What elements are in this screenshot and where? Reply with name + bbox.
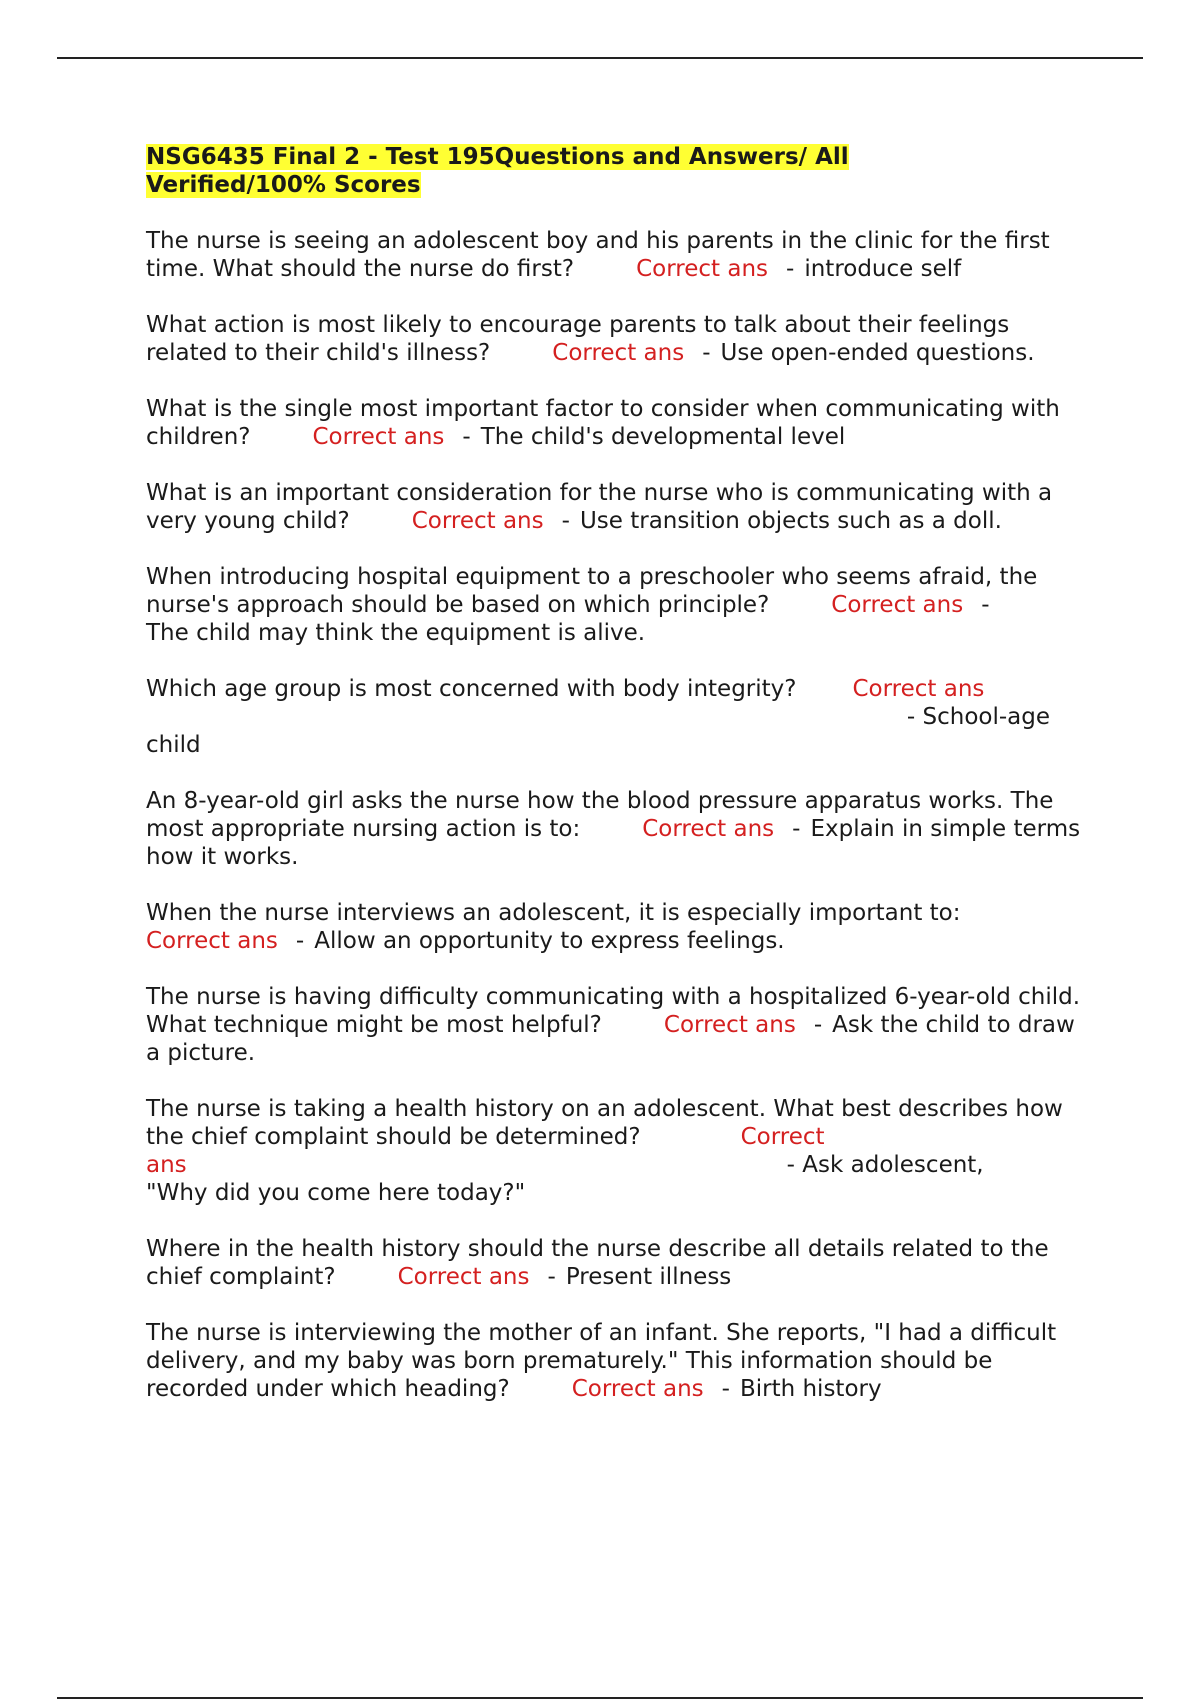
qa-item-4: What is an important consideration for the nurse who is communicating with a very young child? Correct ans - Use transition objects such as a doll. bbox=[146, 480, 1053, 534]
question-text: An 8-year-old girl asks the nurse how the blood pressure apparatus works. The most appropriate nursing action is to: bbox=[146, 788, 1054, 842]
question-text: What is an important consideration for the nurse who is communicating with a very young child? bbox=[146, 480, 1053, 534]
title-line-1: NSG6435 Final 2 - Test 195Questions and Answers/ All bbox=[146, 144, 849, 170]
answer-text: introduce self bbox=[804, 256, 962, 282]
document-body bbox=[146, 143, 1086, 1431]
footer-rule bbox=[57, 1697, 1143, 1699]
qa-item-10: The nurse is taking a health history on an adolescent. What best describes how the chief complaint should be determined? Correct ans - Ask adolescent, "Why did you come here today?" bbox=[146, 1096, 1063, 1206]
qa-item-7: An 8-year-old girl asks the nurse how the blood pressure apparatus works. The most appropriate nursing action is to: Correct ans - Explain in simple terms how it works. bbox=[146, 788, 1081, 870]
question-text: The nurse is having difficulty communicating with a hospitalized 6-year-old child. What technique might be most helpful? bbox=[146, 984, 1081, 1038]
answer-text: Explain in simple terms how it works. bbox=[146, 816, 1081, 870]
qa-item-9: The nurse is having difficulty communicating with a hospitalized 6-year-old child. What technique might be most helpful? Correct ans - Ask the child to draw a picture. bbox=[146, 984, 1081, 1066]
answer-label: Correct ans bbox=[636, 256, 769, 282]
title-line-2: Verified/100% Scores bbox=[146, 172, 421, 198]
question-text: The nurse is interviewing the mother of an infant. She reports, "I had a difficult delivery, and my baby was born prematurely." This information should be recorded under which heading? bbox=[146, 1320, 1057, 1402]
answer-label: Correct ans bbox=[571, 1376, 704, 1402]
question-text: The nurse is taking a health history on an adolescent. What best describes how the chief complaint should be determined? bbox=[146, 1096, 1063, 1150]
question-text: Which age group is most concerned with body integrity? bbox=[146, 676, 797, 702]
answer-text: The child's developmental level bbox=[480, 424, 846, 450]
answer-label: Correct ans bbox=[663, 1012, 796, 1038]
qa-item-5: When introducing hospital equipment to a preschooler who seems afraid, the nurse's approach should be based on which principle? Correct ans - The child may think the equipment is alive. bbox=[146, 564, 1038, 646]
answer-text: Use transition objects such as a doll. bbox=[579, 508, 1002, 534]
answer-label: Correct bbox=[740, 1124, 825, 1150]
answer-label: Correct ans bbox=[831, 592, 964, 618]
answer-text: Ask the child to draw a picture. bbox=[146, 1012, 1075, 1066]
question-text: The nurse is seeing an adolescent boy and his parents in the clinic for the first time. What should the nurse do first? bbox=[146, 228, 1050, 282]
answer-label: Correct ans bbox=[397, 1264, 530, 1290]
qa-item-8: When the nurse interviews an adolescent, it is especially important to: Correct ans - Allow an opportunity to express feelings. bbox=[146, 900, 961, 954]
answer-text-continued: child bbox=[146, 732, 201, 758]
qa-item-11: Where in the health history should the nurse describe all details related to the chief complaint? Correct ans - Present illness bbox=[146, 1236, 1049, 1290]
answer-text: Allow an opportunity to express feelings. bbox=[314, 928, 785, 954]
answer-label: Correct ans bbox=[552, 340, 685, 366]
answer-text: Present illness bbox=[565, 1264, 732, 1290]
answer-label: Correct ans bbox=[642, 816, 775, 842]
answer-label: Correct ans bbox=[411, 508, 544, 534]
header-rule bbox=[57, 57, 1143, 59]
answer-text-continued: "Why did you come here today?" bbox=[146, 1180, 526, 1206]
qa-item-1: The nurse is seeing an adolescent boy and his parents in the clinic for the first time. What should the nurse do first? Correct ans - introduce self bbox=[146, 228, 1050, 282]
answer-label: Correct ans bbox=[312, 424, 445, 450]
answer-label: Correct ans bbox=[146, 928, 278, 954]
answer-text: The child may think the equipment is alive. bbox=[146, 620, 646, 646]
qa-item-3: What is the single most important factor to consider when communicating with children? Correct ans - The child's developmental level bbox=[146, 396, 1060, 450]
answer-label-continued: ans bbox=[146, 1152, 187, 1178]
question-text: What action is most likely to encourage parents to talk about their feelings related to their child's illness? bbox=[146, 312, 1010, 366]
document-title bbox=[146, 143, 1086, 199]
answer-label: Correct ans bbox=[852, 676, 985, 702]
question-text: What is the single most important factor to consider when communicating with children? bbox=[146, 396, 1060, 450]
question-text: When introducing hospital equipment to a preschooler who seems afraid, the nurse's approach should be based on which principle? bbox=[146, 564, 1038, 618]
answer-text: Use open-ended questions. bbox=[720, 340, 1035, 366]
question-text: Where in the health history should the nurse describe all details related to the chief complaint? bbox=[146, 1236, 1049, 1290]
answer-text: Birth history bbox=[739, 1376, 882, 1402]
answer-text: Ask adolescent, bbox=[802, 1152, 984, 1178]
answer-text: School-age bbox=[922, 704, 1050, 730]
qa-item-2: What action is most likely to encourage parents to talk about their feelings related to their child's illness? Correct ans - Use open-ended questions. bbox=[146, 312, 1035, 366]
qa-item-6: Which age group is most concerned with body integrity? Correct ans - School-age child bbox=[146, 676, 1050, 758]
question-text: When the nurse interviews an adolescent, it is especially important to: bbox=[146, 900, 961, 926]
qa-item-12: The nurse is interviewing the mother of an infant. She reports, "I had a difficult delivery, and my baby was born prematurely." This information should be recorded under which heading? Correct ans - Birth history bbox=[146, 1320, 1057, 1402]
